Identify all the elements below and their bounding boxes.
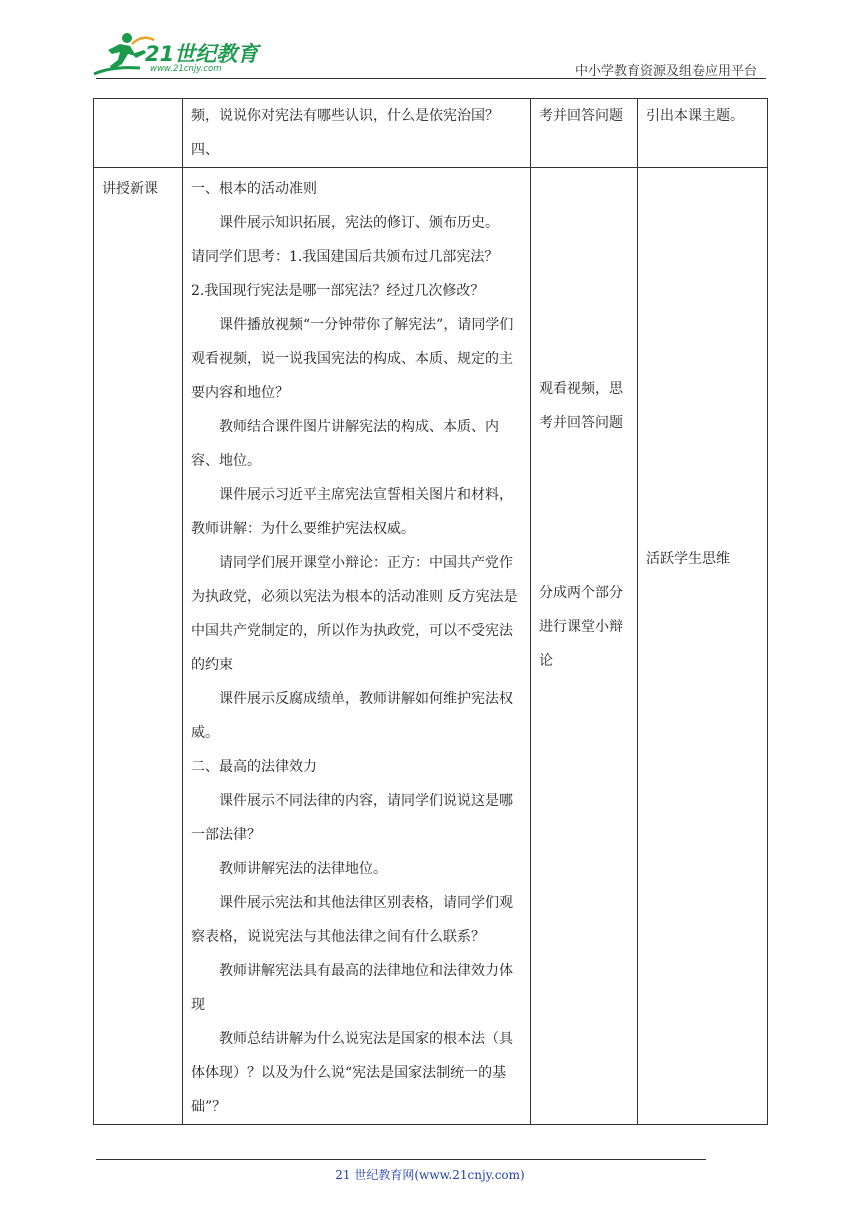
footer-link[interactable]: 21 世纪教育网(www.21cnjy.com) [335, 1168, 525, 1182]
design-intent-cell [638, 99, 768, 168]
lesson-table [93, 98, 768, 1125]
student-activity-cell [531, 99, 638, 168]
content-paragraph: 课件展示宪法和其他法律区别表格，请同学们观察表格，说说宪法与其他法律之间有什么联系？ [191, 895, 513, 945]
design-intent-cell [638, 168, 768, 1125]
page-header [0, 0, 860, 80]
content-paragraph: 2.我国现行宪法是哪一部宪法？经过几次修改？ [191, 283, 485, 299]
design-intent-text: 引出本课主题。 [646, 108, 744, 124]
logo-text: 21世纪教育 [145, 42, 259, 66]
student-activity-text: 观看视频，思考并回答问题 [539, 381, 623, 431]
platform-title: 中小学教育资源及组卷应用平台 [574, 64, 757, 79]
content-paragraph: 课件播放视频“一分钟带你了解宪法”，请同学们观看视频，说一说我国宪法的构成、本质、规定的主要内容和地位？ [191, 317, 514, 401]
content-paragraph: 频，说说你对宪法有哪些认识，什么是依宪治国？ [191, 108, 499, 124]
student-activity-cell [531, 168, 638, 1125]
header-divider [96, 78, 766, 79]
section-heading: 二、最高的法律效力 [191, 759, 317, 775]
content-paragraph: 教师讲解宪法具有最高的法律地位和法律效力体现 [191, 963, 513, 1013]
content-paragraph: 课件展示不同法律的内容，请同学们说说这是哪一部法律？ [191, 793, 513, 843]
content-paragraph: 请同学们展开课堂小辩论：正方：中国共产党作为执政党，必须以宪法为根本的活动准则 反方宪法是中国共产党制定的，所以作为执政党，可以不受宪法的约束 [191, 555, 518, 673]
section-label-cell [94, 168, 183, 1125]
table-row [94, 99, 768, 168]
student-activity-text: 考并回答问题 [539, 108, 623, 124]
content-paragraph: 课件展示反腐成绩单，教师讲解如何维护宪法权威。 [191, 691, 513, 741]
content-cell [183, 99, 531, 168]
content-paragraph: 教师结合课件图片讲解宪法的构成、本质、内容、地位。 [191, 419, 499, 469]
content-paragraph: 请同学们思考：1.我国建国后共颁布过几部宪法？ [191, 249, 499, 265]
design-intent-text: 活跃学生思维 [646, 551, 730, 567]
content-cell [183, 168, 531, 1125]
student-activity-text: 分成两个部分进行课堂小辩论 [539, 585, 623, 669]
section-label: 讲授新课 [102, 181, 158, 197]
section-heading: 一、根本的活动准则 [191, 181, 317, 197]
content-paragraph: 课件展示知识拓展，宪法的修订、颁布历史。 [219, 215, 499, 231]
content-paragraph: 课件展示习近平主席宪法宣誓相关图片和材料，教师讲解：为什么要维护宪法权威。 [191, 487, 513, 537]
table-row [94, 168, 768, 1125]
footer-divider [96, 1159, 706, 1160]
content-paragraph: 教师讲解宪法的法律地位。 [219, 861, 387, 877]
logo-url: www.21cnjy.com [150, 64, 222, 74]
content-paragraph: 教师总结讲解为什么说宪法是国家的根本法（具体体现）？以及为什么说“宪法是国家法制统一的基础”？ [191, 1031, 513, 1115]
content-paragraph: 四、 [191, 142, 219, 158]
label-cell [94, 99, 183, 168]
